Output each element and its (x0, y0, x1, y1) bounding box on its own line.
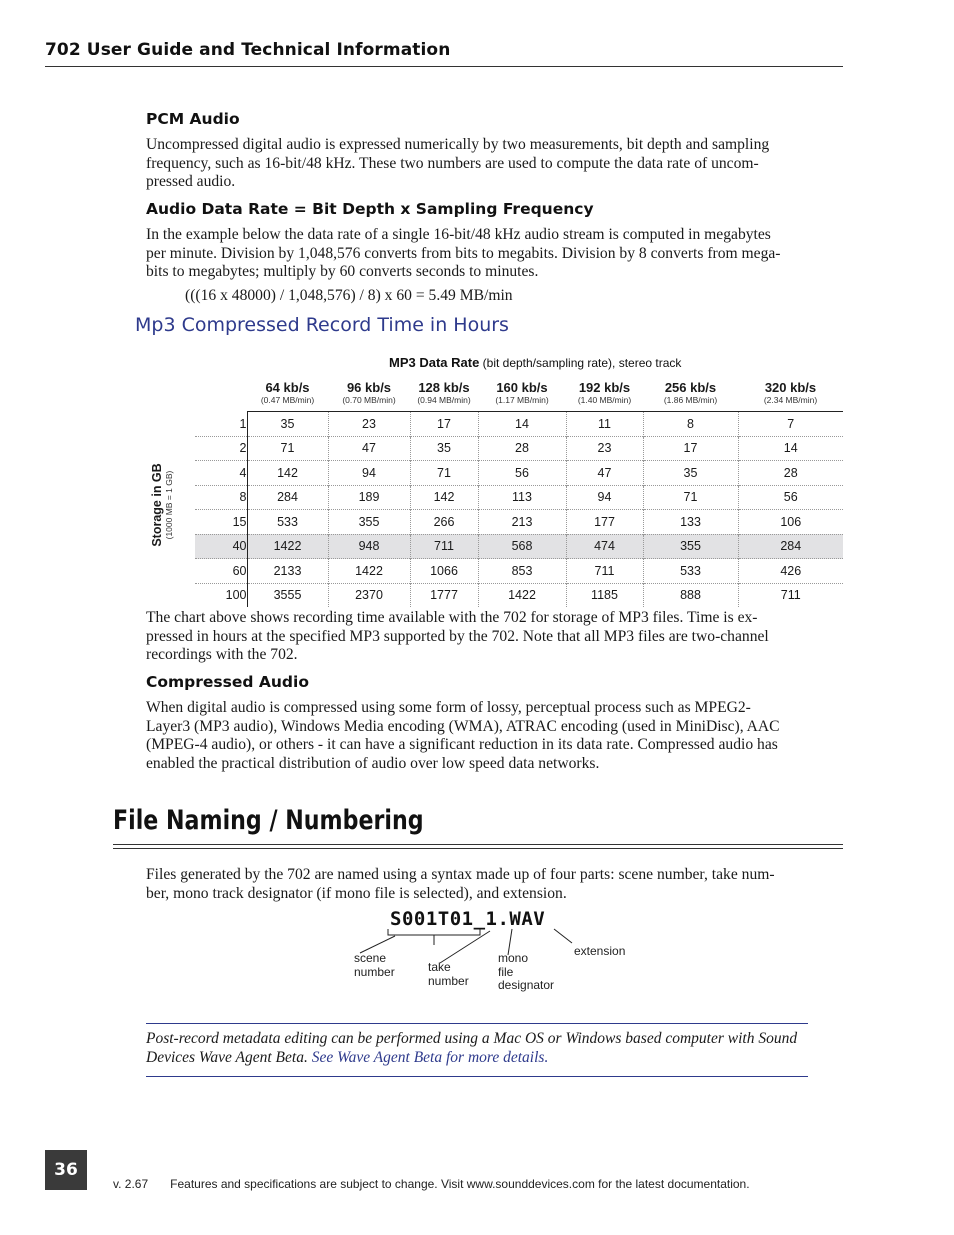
note-box (146, 1023, 808, 1077)
pcm-audio-heading: PCM Audio (146, 110, 240, 128)
data-rate-formula: (((16 x 48000) / 1,048,576) / 8) x 60 = 5.49 MB/min (185, 287, 513, 304)
note-text (146, 1030, 808, 1067)
column-rate-header: 320 kb/s (764, 380, 817, 395)
title-rule (113, 848, 843, 849)
file-naming-paragraph (146, 866, 846, 903)
after-chart-paragraph (146, 609, 846, 665)
table-cell: 568 (478, 534, 566, 559)
header-blank (195, 375, 247, 395)
footer-version: v. 2.67 (113, 1177, 149, 1191)
table-cell: 47 (566, 461, 643, 486)
table-cell: 355 (643, 534, 738, 559)
row-gb-label: 15 (195, 510, 247, 535)
callout-text: file (498, 964, 514, 979)
table-cell: 2133 (247, 559, 328, 584)
column-rate-header: 160 kb/s (496, 380, 548, 395)
table-cell: 106 (738, 510, 843, 535)
pcm-line: Uncompressed digital audio is expressed numerically by two measurements, bit depth and sampling (146, 136, 770, 153)
table-cell: 284 (247, 485, 328, 510)
row-gb-label: 4 (195, 461, 247, 486)
column-mb-header: (0.47 MB/min) (247, 395, 328, 412)
table-cell: 533 (247, 510, 328, 535)
row-gb-label: 100 (195, 583, 247, 607)
table-cell: 284 (738, 534, 843, 559)
table-cell: 94 (566, 485, 643, 510)
table-cell: 17 (643, 436, 738, 461)
table-cell: 17 (410, 412, 478, 437)
file-naming-line: ber, mono track designator (if mono file is selected), and extension. (146, 884, 567, 902)
table-cell: 355 (328, 510, 410, 535)
file-naming-title: File Naming / Numbering (113, 805, 424, 836)
mp3-section-heading: Mp3 Compressed Record Time in Hours (135, 314, 509, 336)
table-cell: 23 (328, 412, 410, 437)
column-rate-header: 192 kb/s (578, 380, 631, 395)
mp3-record-time-table (195, 375, 843, 607)
column-rate-header: 256 kb/s (664, 380, 717, 395)
callout-take-number (428, 961, 469, 988)
table-cell: 71 (643, 485, 738, 510)
callout-extension: extension (574, 944, 626, 958)
column-mb-header: (0.94 MB/min) (410, 395, 478, 412)
storage-axis-label (150, 450, 180, 560)
data-rate-line: bits to megabytes; multiply by 60 converts seconds to minutes. (146, 263, 539, 281)
table-row (195, 510, 843, 535)
table-cell: 71 (247, 436, 328, 461)
data-rate-heading: Audio Data Rate = Bit Depth x Sampling Frequency (146, 200, 594, 218)
column-mb-header: (1.86 MB/min) (643, 395, 738, 412)
pcm-line: pressed audio. (146, 173, 236, 191)
table-cell: 533 (643, 559, 738, 584)
footer-text: Features and specifications are subject to change. Visit www.sounddevices.com for the latest documentation. (170, 1177, 750, 1191)
table-header-mb (195, 395, 843, 412)
file-naming-line: Files generated by the 702 are named using a syntax made up of four parts: scene number, take num- (146, 866, 775, 883)
table-cell: 1422 (247, 534, 328, 559)
table-cell: 28 (478, 436, 566, 461)
table-cell: 213 (478, 510, 566, 535)
table-row (195, 412, 843, 437)
table-cell: 35 (643, 461, 738, 486)
table-cell: 142 (410, 485, 478, 510)
column-rate-header: 64 kb/s (265, 380, 310, 395)
table-cell: 14 (478, 412, 566, 437)
table-cell: 426 (738, 559, 843, 584)
table-cell: 177 (566, 510, 643, 535)
column-mb-header: (2.34 MB/min) (738, 395, 843, 412)
running-header-title: 702 User Guide and Technical Information (45, 40, 451, 60)
callout-text: number (354, 964, 395, 979)
table-cell: 888 (643, 583, 738, 607)
callout-text: designator (498, 978, 555, 992)
table-row (195, 583, 843, 607)
table-cell: 189 (328, 485, 410, 510)
table-cell: 14 (738, 436, 843, 461)
compressed-audio-paragraph (146, 699, 846, 773)
note-line: Post-record metadata editing can be performed using a Mac OS or Windows based computer with Sound (146, 1030, 798, 1047)
column-mb-header: (1.40 MB/min) (566, 395, 643, 412)
after-chart-line: recordings with the 702. (146, 646, 298, 664)
table-cell: 47 (328, 436, 410, 461)
title-rule (113, 844, 843, 845)
table-cell: 56 (738, 485, 843, 510)
table-cell: 8 (643, 412, 738, 437)
table-cell: 711 (566, 559, 643, 584)
wave-agent-link[interactable]: See Wave Agent Beta for more details. (311, 1048, 549, 1066)
row-gb-label: 60 (195, 559, 247, 584)
compressed-line: Layer3 (MP3 audio), Windows Media encoding (WMA), ATRAC encoding (used in MiniDisc), AAC (146, 717, 780, 735)
callout-text: mono (498, 951, 529, 965)
table-cell: 948 (328, 534, 410, 559)
table-cell: 853 (478, 559, 566, 584)
table-row (195, 534, 843, 559)
table-cell: 1066 (410, 559, 478, 584)
note-line: Devices Wave Agent Beta. (146, 1048, 312, 1066)
table-cell: 3555 (247, 583, 328, 607)
table-cell: 142 (247, 461, 328, 486)
pcm-audio-paragraph (146, 136, 846, 192)
table-cell: 23 (566, 436, 643, 461)
table-cell: 1422 (478, 583, 566, 607)
table-caption-bold: MP3 Data Rate (389, 355, 480, 370)
table-caption (389, 355, 681, 370)
data-rate-line: per minute. Division by 1,048,576 converts from bits to megabits. Division by 8 converts from mega- (146, 244, 781, 262)
header-blank (195, 395, 247, 412)
storage-label: Storage in GB (150, 463, 164, 547)
table-row (195, 559, 843, 584)
callout-mono-designator (498, 952, 554, 993)
table-caption-rest: (bit depth/sampling rate), stereo track (479, 356, 682, 370)
callout-text: number (428, 973, 469, 988)
table-cell: 133 (643, 510, 738, 535)
table-cell: 35 (280, 416, 295, 431)
row-gb-label: 2 (195, 436, 247, 461)
compressed-line: enabled the practical distribution of audio over low speed data networks. (146, 754, 600, 772)
column-rate-header: 96 kb/s (346, 380, 392, 395)
after-chart-line: The chart above shows recording time available with the 702 for storage of MP3 files. Time is ex- (146, 609, 758, 626)
column-rate-header: 128 kb/s (418, 380, 470, 395)
table-cell: 1777 (410, 583, 478, 607)
table-cell: 56 (478, 461, 566, 486)
row-gb-label: 8 (195, 485, 247, 510)
callout-scene-number (354, 952, 395, 979)
row-gb-label: 40 (195, 534, 247, 559)
table-cell: 711 (738, 583, 843, 607)
column-mb-header: (1.17 MB/min) (478, 395, 566, 412)
page-number: 36 (45, 1150, 87, 1190)
table-cell: 28 (738, 461, 843, 486)
table-cell: 1422 (328, 559, 410, 584)
table-row (195, 436, 843, 461)
table-cell: 2370 (328, 583, 410, 607)
table-cell: 94 (328, 461, 410, 486)
table-cell: 1185 (566, 583, 643, 607)
after-chart-line: pressed in hours at the specified MP3 supported by the 702. Note that all MP3 files are two-channel (146, 627, 769, 645)
table-cell: 7 (738, 412, 843, 437)
compressed-line: (MPEG-4 audio), or others - it can have a significant reduction in its data rate. Compressed audio has (146, 736, 778, 754)
table-cell: 11 (566, 412, 643, 437)
pcm-line: frequency, such as 16-bit/48 kHz. These two numbers are used to compute the data rate of uncom- (146, 154, 759, 172)
callout-text: take (428, 960, 451, 974)
data-rate-paragraph (146, 226, 846, 282)
table-cell: 113 (478, 485, 566, 510)
storage-sublabel: (1000 MB = 1 GB) (164, 470, 174, 540)
table-cell: 474 (566, 534, 643, 559)
table-row (195, 485, 843, 510)
data-rate-line: In the example below the data rate of a single 16-bit/48 kHz audio stream is computed in megabytes (146, 226, 771, 243)
table-row (195, 461, 843, 486)
running-header (45, 40, 843, 67)
callout-text: scene (354, 951, 387, 965)
table-cell: 71 (410, 461, 478, 486)
column-mb-header: (0.70 MB/min) (328, 395, 410, 412)
compressed-audio-heading: Compressed Audio (146, 673, 309, 691)
compressed-line: When digital audio is compressed using some form of lossy, perceptual process such as MPEG2- (146, 699, 751, 716)
table-cell: 35 (410, 436, 478, 461)
filename-example: S001T01_1.WAV (390, 908, 546, 930)
table-body (195, 375, 843, 607)
table-cell: 266 (410, 510, 478, 535)
row-gb-label: 1 (195, 412, 247, 437)
footer (113, 1177, 750, 1191)
table-header-rates (195, 375, 843, 395)
table-cell: 711 (410, 534, 478, 559)
